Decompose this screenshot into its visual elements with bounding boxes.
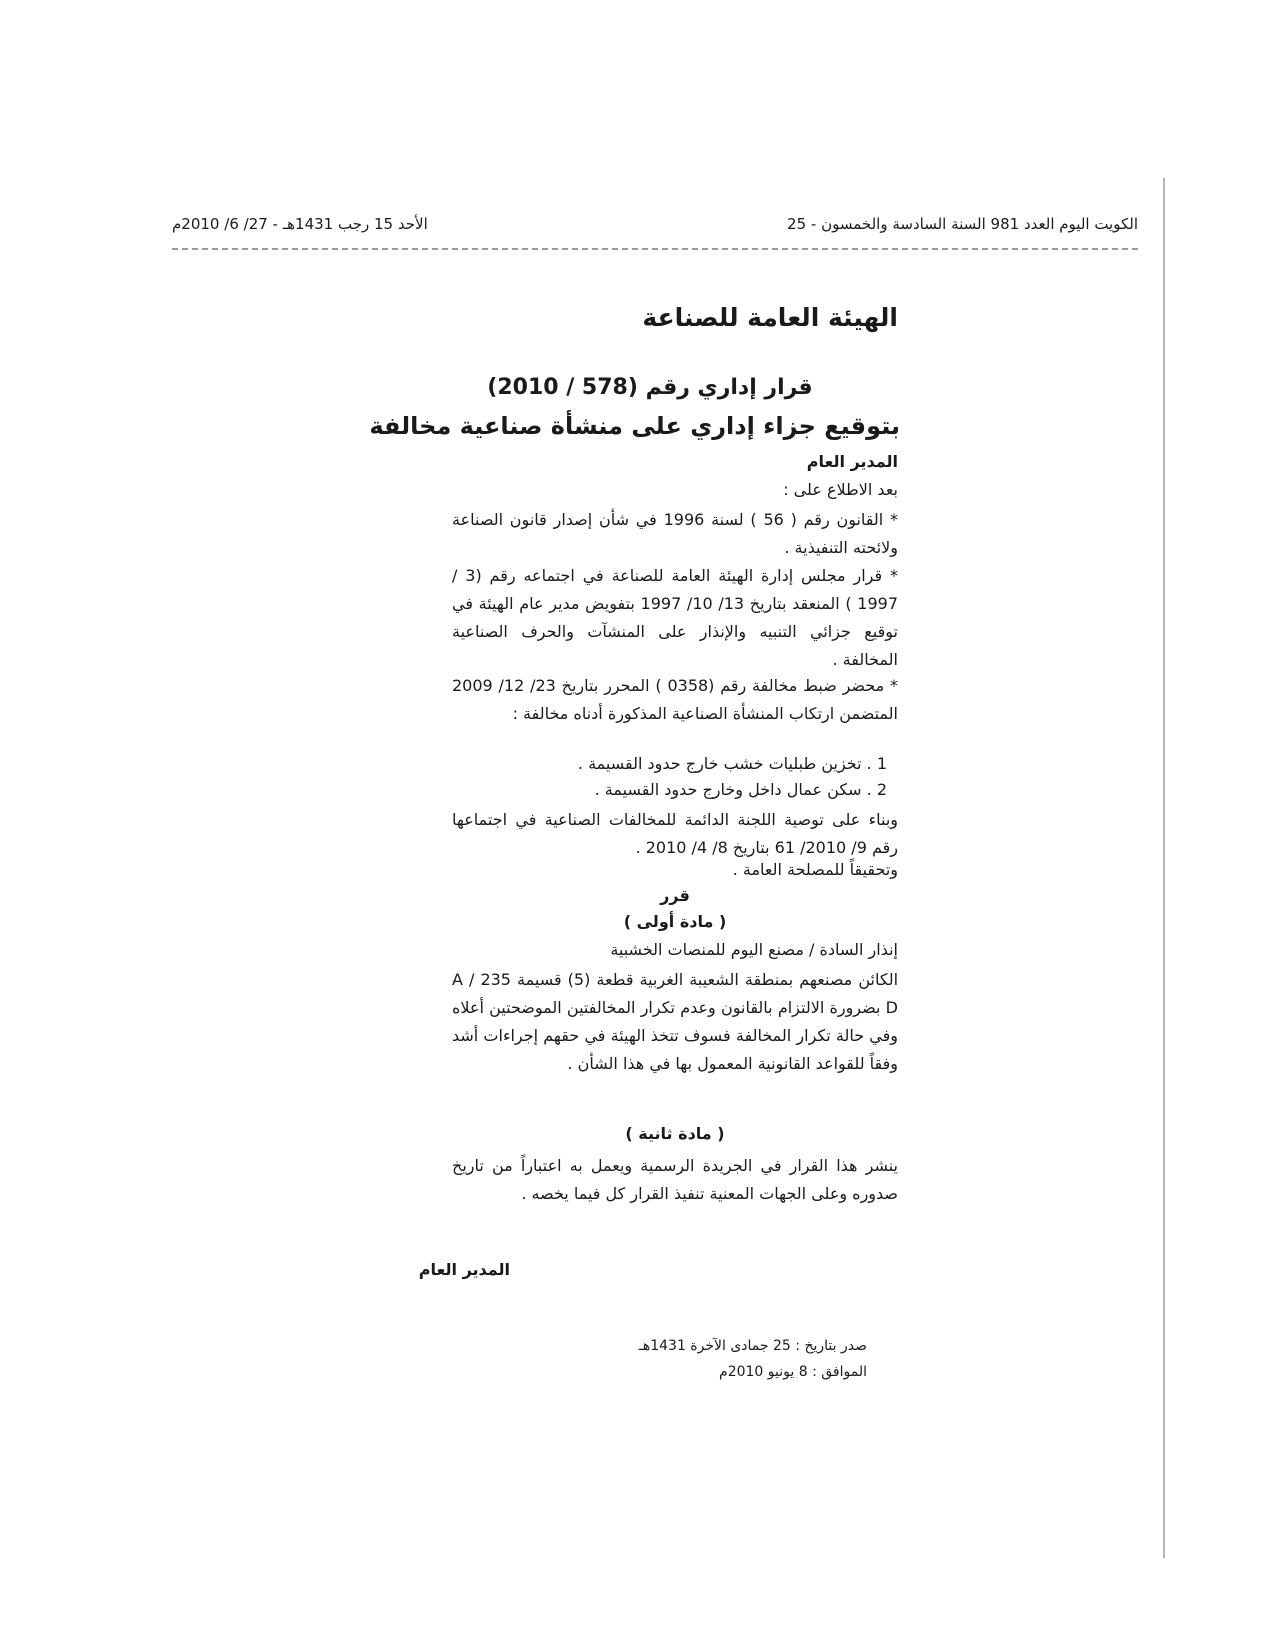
article-1-text: الكائن مصنعهم بمنطقة الشعيبة الغربية قطعة (5) قسيمة A / 235 D بضرورة الالتزام بالقانون وعدم تكرار المخالفتين الموضحتين أعلاه وفي حالة تكرار المخالفة فسوف تتخذ الهيئة في حقهم إجراءات أشد وفقاً للقواعد القانونية المعمول بها في هذا الشأن . bbox=[452, 970, 899, 1073]
violation-item-1: 1 . تخزين طبليات خشب خارج حدود القسيمة . bbox=[577, 754, 887, 773]
issued-date-gregorian: الموافق : 8 يونيو 2010م bbox=[719, 1364, 867, 1380]
preamble-public-interest: وتحقيقاً للمصلحة العامة . bbox=[732, 860, 898, 879]
intro-line: بعد الاطلاع على : bbox=[783, 480, 898, 499]
decision-subject: بتوقيع جزاء إداري على منشأة صناعية مخالفة bbox=[369, 412, 900, 440]
organization-name: الهيئة العامة للصناعة bbox=[642, 303, 898, 332]
right-margin-rule bbox=[1163, 178, 1165, 1558]
article-1-heading: ( مادة أولى ) bbox=[623, 912, 727, 931]
header-divider bbox=[172, 248, 1138, 250]
article-2-heading: ( مادة ثانية ) bbox=[625, 1124, 725, 1143]
signature-title: المدير العام bbox=[418, 1260, 510, 1279]
director-heading: المدير العام bbox=[806, 452, 898, 471]
preamble-law: * القانون رقم ( 56 ) لسنة 1996 في شأن إصدار قانون الصناعة ولائحته التنفيذية . bbox=[452, 510, 899, 557]
decision-title: قرار إداري رقم (578 / 2010) bbox=[487, 375, 813, 400]
preamble-committee: وبناء على توصية اللجنة الدائمة للمخالفات الصناعية في اجتماعها رقم 9/ 2010/ 61 بتاريخ 8/ 4/ 2010 . bbox=[452, 810, 898, 857]
article-1-first-line: إنذار السادة / مصنع اليوم للمنصات الخشبية bbox=[610, 940, 898, 959]
issued-date-hijri: صدر بتاريخ : 25 جمادى الآخرة 1431هـ bbox=[638, 1338, 867, 1354]
violation-item-2: 2 . سكن عمال داخل وخارج حدود القسيمة . bbox=[594, 780, 887, 799]
preamble-violation-report: * محضر ضبط مخالفة رقم (0358 ) المحرر بتاريخ 23/ 12/ 2009 المتضمن ارتكاب المنشأة الصناعية المذكورة أدناه مخالفة : bbox=[452, 676, 899, 723]
decided-heading: قرر bbox=[660, 886, 690, 905]
gazette-issue-header: الكويت اليوم العدد 981 السنة السادسة والخمسون - 25 bbox=[787, 215, 1138, 233]
article-2-text: ينشر هذا القرار في الجريدة الرسمية ويعمل به اعتباراً من تاريخ صدوره وعلى الجهات المعنية تنفيذ القرار كل فيما يخصه . bbox=[452, 1156, 898, 1203]
gazette-date-header: الأحد 15 رجب 1431هـ - 27/ 6/ 2010م bbox=[172, 215, 428, 233]
preamble-board-decision: * قرار مجلس إدارة الهيئة العامة للصناعة في اجتماعه رقم (3 / 1997 ) المنعقد بتاريخ 13/ 10/ 1997 بتفويض مدير عام الهيئة في توقيع جزائي التنبيه والإنذار على المنشآت والحرف الصناعية المخالفة . bbox=[452, 566, 898, 669]
